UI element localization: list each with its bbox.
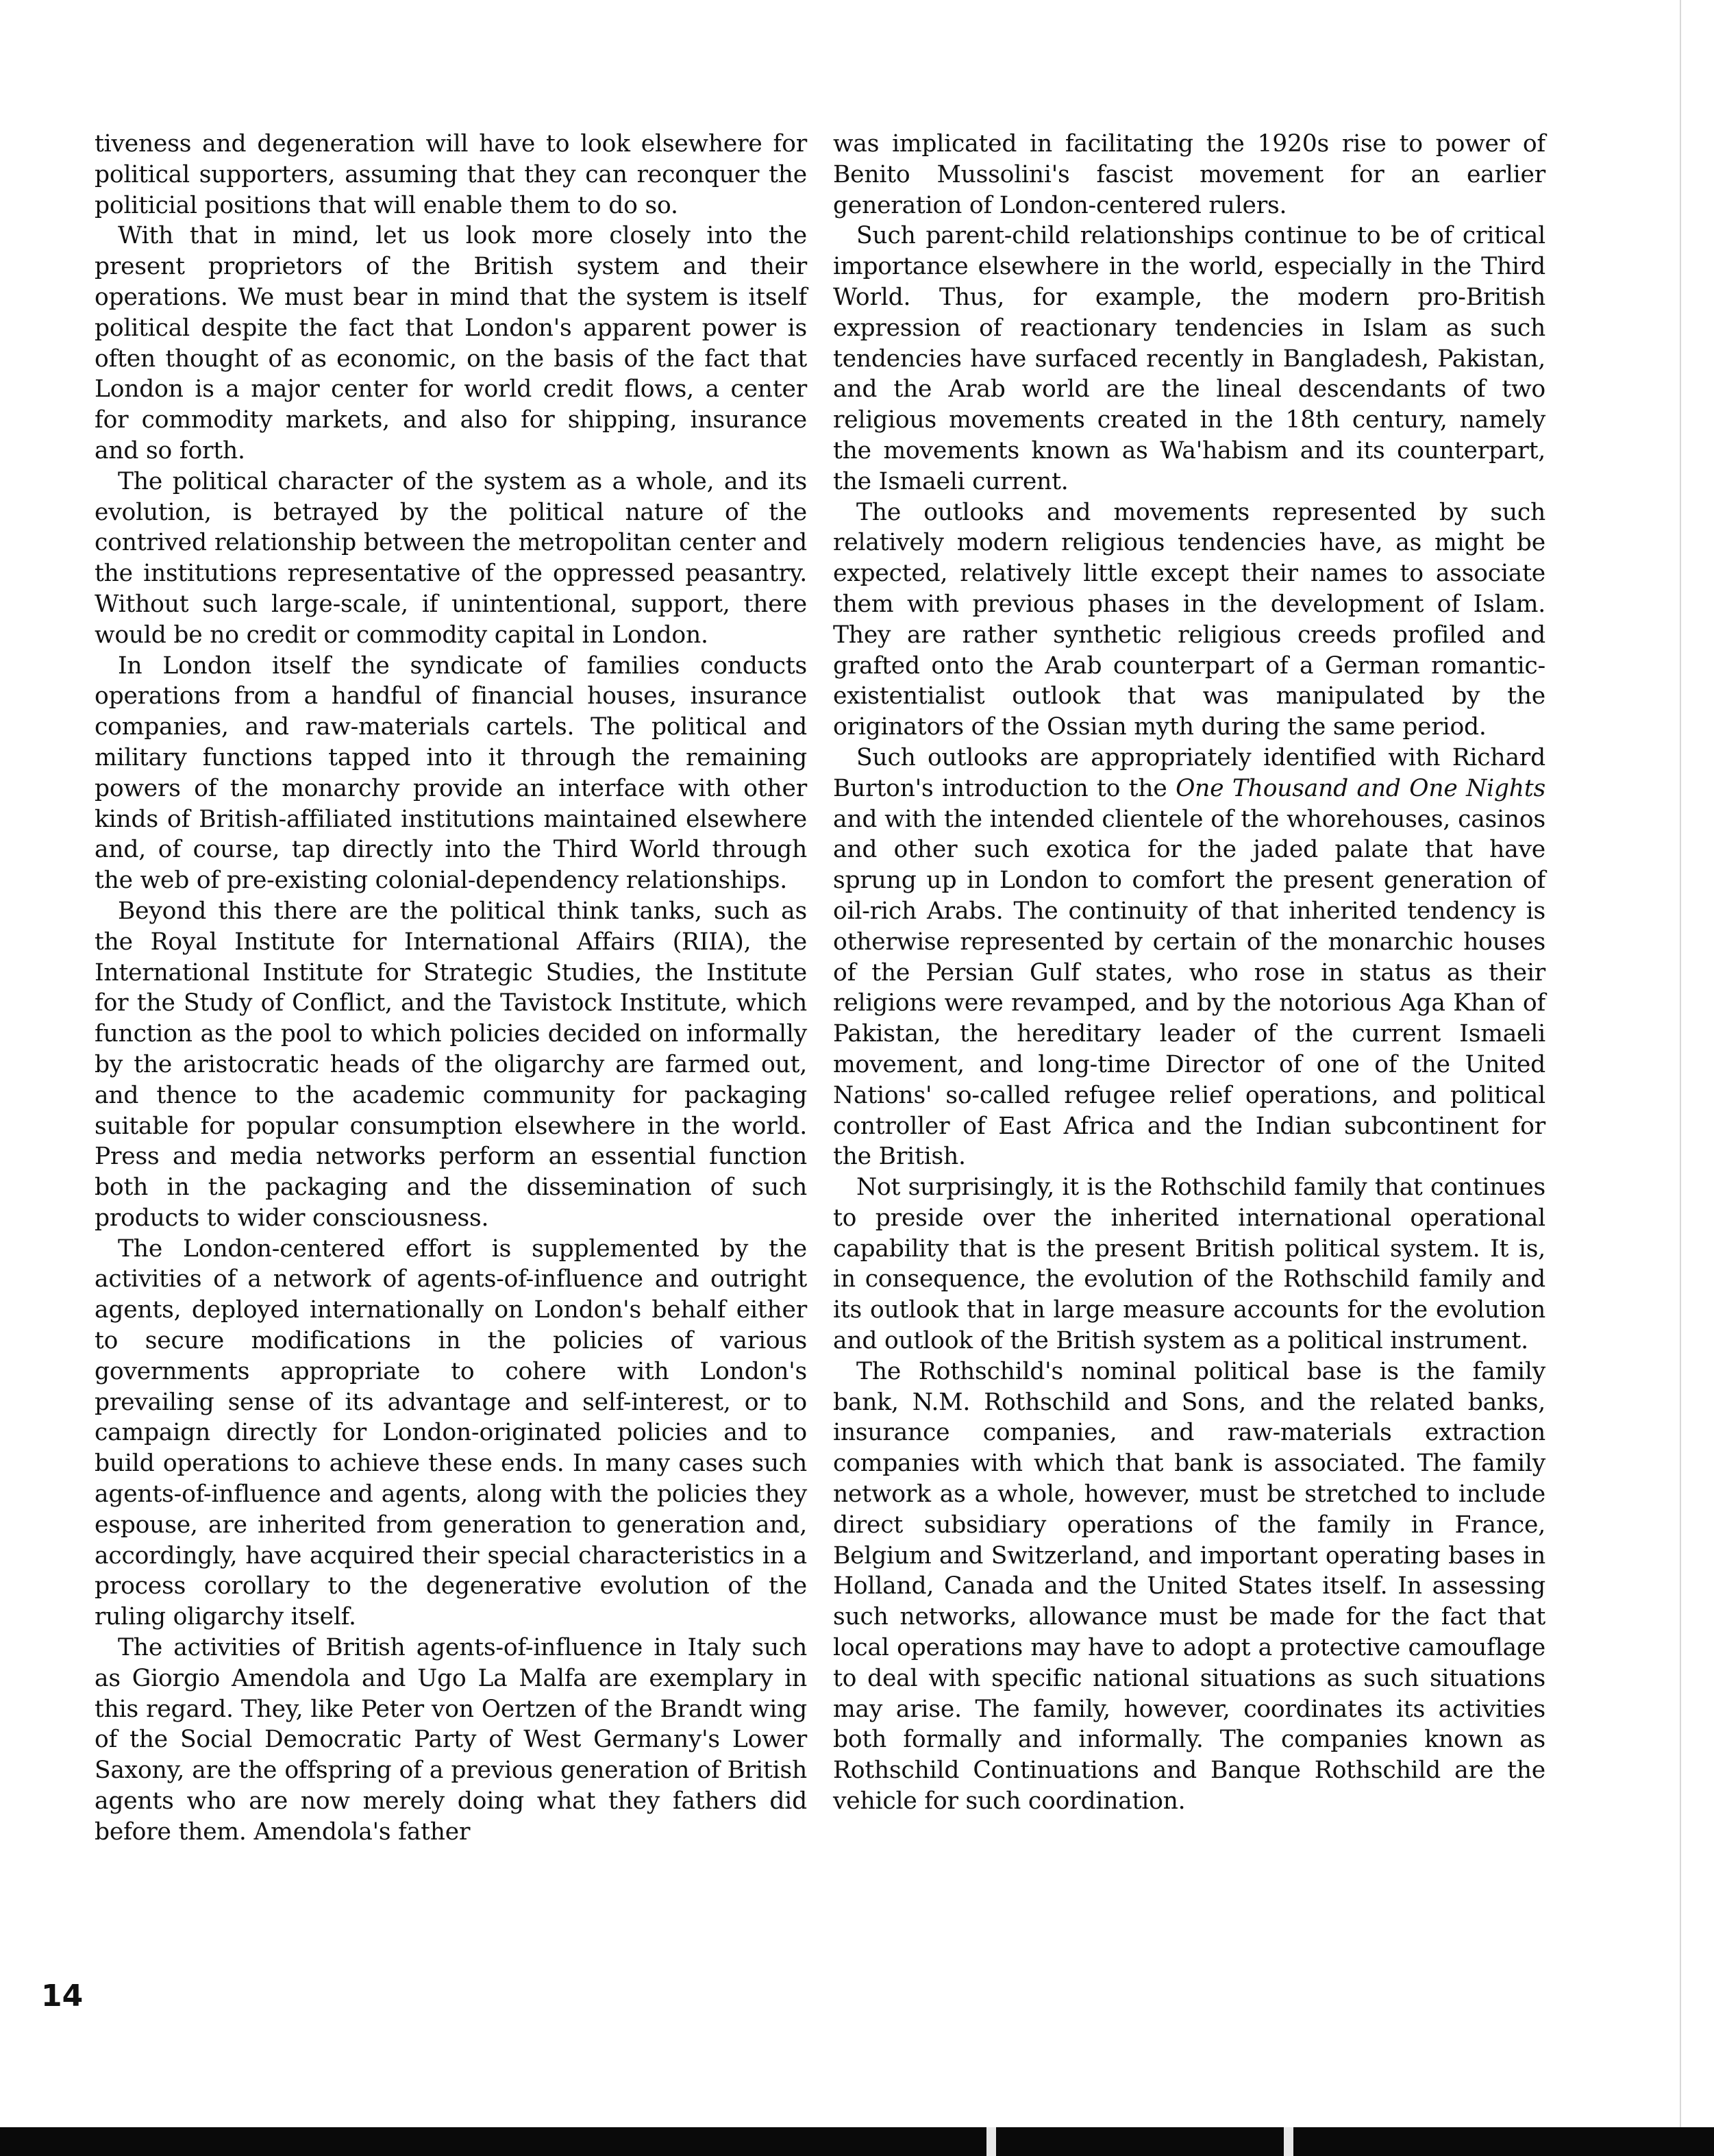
scan-strip-mark [1284, 2127, 1293, 2156]
left-paragraph-1: tiveness and degeneration will have to look elsewhere for political supporters, assuming that they can reconquer the politicial positions that will enable them to do so. [95, 130, 807, 219]
left-text-column [95, 129, 807, 1848]
left-paragraph-4: In London itself the syndicate of families conducts operations from a handful of financial houses, insurance companies, and raw-materials cartels. The political and military functions tapped into it through the remaining powers of the monarchy provide an interface with other kinds of British-affiliated institutions maintained elsewhere and, of course, tap directly into the Third World through the web of pre-existing colonial-dependency relationships. [95, 652, 807, 895]
right-paragraph-2: Such parent-child relationships continue to be of critical importance elsewhere in the world, especially in the Third World. Thus, for example, the modern pro-British expression of reactionary tendencies in Islam as such tendencies have surfaced recently in Bangladesh, Pakistan, and the Arab world are the lineal descendants of two religious movements created in the 18th century, namely the movements known as Wa'habism and its counterpart, the Ismaeli current. [833, 222, 1545, 495]
left-paragraph-2: With that in mind, let us look more closely into the present proprietors of the British system and their operations. We must bear in mind that the system is itself political despite the fact that London's apparent power is often thought of as economic, on the basis of the fact that London is a major center for world credit flows, a center for commodity markets, and also for shipping, insurance and so forth. [95, 222, 807, 464]
scan-strip-mark [986, 2127, 996, 2156]
book-title: One Thousand and One Nights [1176, 774, 1545, 802]
paragraph-4-rest: and with the intended clientele of the whorehouses, casinos and other such exotica for the jaded palate that have sprung up in London to comfort the present generation of oil-rich Arabs. The continuity of that inherited tendency is otherwise represented by certain of the monarchic houses of the Persian Gulf states, who rose in status as their religions were revamped, and by the notorious Aga Khan of Pakistan, the hereditary leader of the current Ismaeli movement, and long-time Director of one of the United Nations' so-called refugee relief operations, and political controller of East Africa and the Indian subcontinent for the British. [833, 805, 1545, 1171]
right-paragraph-5: Not surprisingly, it is the Rothschild family that continues to preside over the inherited international operational capability that is the present British political system. It is, in consequence, the evolution of the Rothschild family and its outlook that in large measure accounts for the evolution and outlook of the British system as a political instrument. [833, 1174, 1545, 1355]
scan-bottom-strip [0, 2127, 1714, 2156]
left-paragraph-3: The political character of the system as a whole, and its evolution, is betrayed by the political nature of the contrived relationship between the metropolitan center and the institutions representative of the oppressed peasantry. Without such large-scale, if unintentional, support, there would be no credit or commodity capital in London. [95, 467, 807, 649]
right-paragraph-1: was implicated in facilitating the 1920s rise to power of Benito Mussolini's fascist movement for an earlier generation of London-centered rulers. [833, 130, 1545, 219]
right-text-column [833, 129, 1545, 1817]
page-number: 14 [41, 1979, 84, 2013]
scan-edge-line [1680, 0, 1681, 2127]
right-paragraph-3: The outlooks and movements represented by such relatively modern religious tendencies have, as might be expected, relatively little except their names to associate them with previous phases in the development of Islam. They are rather synthetic religious creeds profiled and grafted onto the Arab counterpart of a German romantic-existentialist outlook that was manipulated by the originators of the Ossian myth during the same period. [833, 498, 1545, 741]
left-paragraph-5: Beyond this there are the political think tanks, such as the Royal Institute for International Affairs (RIIA), the International Institute for Strategic Studies, the Institute for the Study of Conflict, and the Tavistock Institute, which function as the pool to which policies decided on informally by the aristocratic heads of the oligarchy are farmed out, and thence to the academic community for packaging suitable for popular consumption elsewhere in the world. Press and media networks perform an essential function both in the packaging and the dissemination of such products to wider consciousness. [95, 897, 807, 1232]
left-paragraph-7: The activities of British agents-of-influence in Italy such as Giorgio Amendola and Ugo La Malfa are exemplary in this regard. They, like Peter von Oertzen of the Brandt wing of the Social Democratic Party of West Germany's Lower Saxony, are the offspring of a previous generation of British agents who are now merely doing what they fathers did before them. Amendola's father [95, 1634, 807, 1846]
paragraph-4-lead: Such outlooks are appropriately identified with Richard Burton's introduction to the [833, 743, 1545, 802]
left-paragraph-6: The London-centered effort is supplemented by the activities of a network of agents-of-influence and outright agents, deployed internationally on London's behalf either to secure modifications in the policies of various governments appropriate to cohere with London's prevailing sense of its advantage and self-interest, or to campaign directly for London-originated policies and to build operations to achieve these ends. In many cases such agents-of-influence and agents, along with the policies they espouse, are inherited from generation to generation and, accordingly, have acquired their special characteristics in a process corollary to the degenerative evolution of the ruling oligarchy itself. [95, 1235, 807, 1631]
right-paragraph-6: The Rothschild's nominal political base is the family bank, N.M. Rothschild and Sons, and the related banks, insurance companies, and raw-materials extraction companies with which that bank is associated. The family network as a whole, however, must be stretched to include direct subsidiary operations of the family in France, Belgium and Switzerland, and important operating bases in Holland, Canada and the United States itself. In assessing such networks, allowance must be made for the fact that local operations may have to adopt a protective camouflage to deal with specific national situations as such situations may arise. The family, however, coordinates its activities both formally and informally. The companies known as Rothschild Continuations and Banque Rothschild are the vehicle for such coordination. [833, 1357, 1545, 1816]
right-paragraph-4 [833, 743, 1545, 1172]
